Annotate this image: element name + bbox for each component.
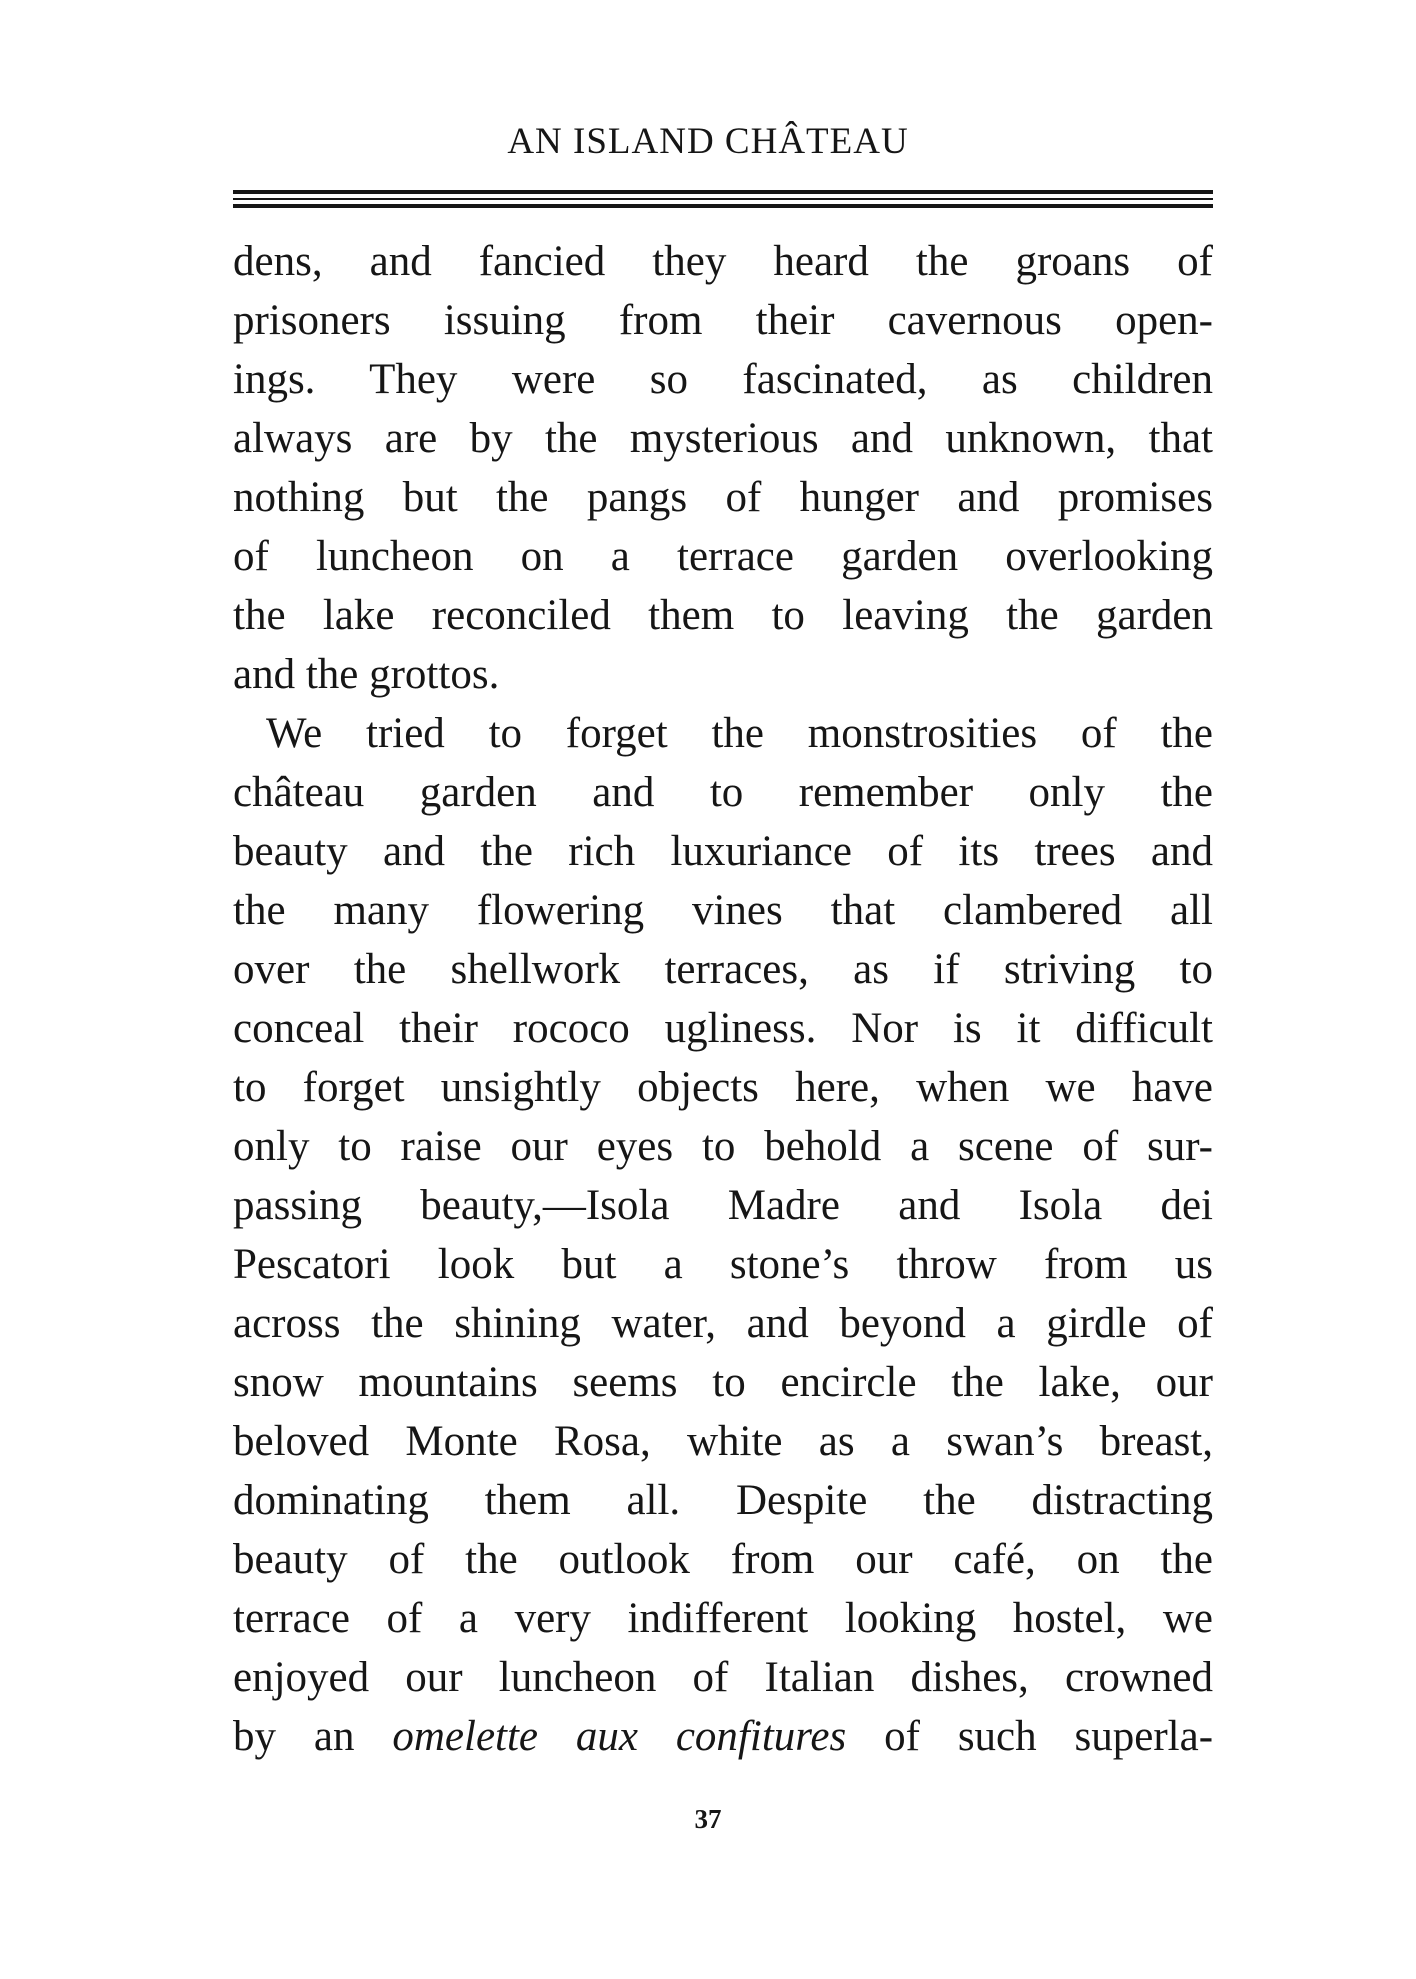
text-line: and the grottos. (233, 651, 500, 698)
text-line: to forget unsightly objects here, when we have (233, 1064, 1213, 1111)
text-line: nothing but the pangs of hunger and promises (233, 474, 1213, 521)
paragraph-1 (233, 232, 1213, 704)
paragraph-2 (233, 704, 1213, 1766)
text-line: enjoyed our luncheon of Italian dishes, crowned (233, 1654, 1213, 1701)
text-line: the lake reconciled them to leaving the garden (233, 592, 1213, 639)
text-line: prisoners issuing from their cavernous open- (233, 297, 1213, 344)
text-line: always are by the mysterious and unknown, that (233, 415, 1213, 462)
text-line: Pescatori look but a stone’s throw from us (233, 1241, 1213, 1288)
text-line: dens, and fancied they heard the groans of (233, 238, 1213, 285)
text-line: over the shellwork terraces, as if striving to (233, 946, 1213, 993)
text-line: terrace of a very indifferent looking hostel, we (233, 1595, 1213, 1642)
header-rule-thick-top (233, 190, 1213, 194)
text-line: beauty of the outlook from our café, on the (233, 1536, 1213, 1583)
italic-phrase: omelette aux confitures (392, 1713, 847, 1760)
text-line: passing beauty,—Isola Madre and Isola dei (233, 1182, 1213, 1229)
text-line: snow mountains seems to encircle the lake, our (233, 1359, 1213, 1406)
text-line: across the shining water, and beyond a girdle of (233, 1300, 1213, 1347)
text-line: conceal their rococo ugliness. Nor is it difficult (233, 1005, 1213, 1052)
text-line: beauty and the rich luxuriance of its trees and (233, 828, 1213, 875)
header-rule-thin (233, 198, 1213, 200)
text-line: the many flowering vines that clambered all (233, 887, 1213, 934)
final-line-after: of such superla- (884, 1713, 1214, 1760)
body-text (233, 232, 1213, 1766)
text-line: only to raise our eyes to behold a scene of sur- (233, 1123, 1213, 1170)
text-line: of luncheon on a terrace garden overlooking (233, 533, 1213, 580)
text-line: dominating them all. Despite the distracting (233, 1477, 1213, 1524)
text-line-final (233, 1707, 1213, 1766)
final-line-before: by an (233, 1713, 355, 1760)
text-line: ings. They were so fascinated, as children (233, 356, 1213, 403)
text-line: château garden and to remember only the (233, 769, 1213, 816)
text-line: beloved Monte Rosa, white as a swan’s breast, (233, 1418, 1213, 1465)
text-line: We tried to forget the monstrosities of the (266, 710, 1213, 757)
page-number: 37 (694, 1804, 722, 1834)
header-rule-thick-bottom (233, 204, 1213, 208)
running-head: AN ISLAND CHÂTEAU (507, 121, 909, 162)
